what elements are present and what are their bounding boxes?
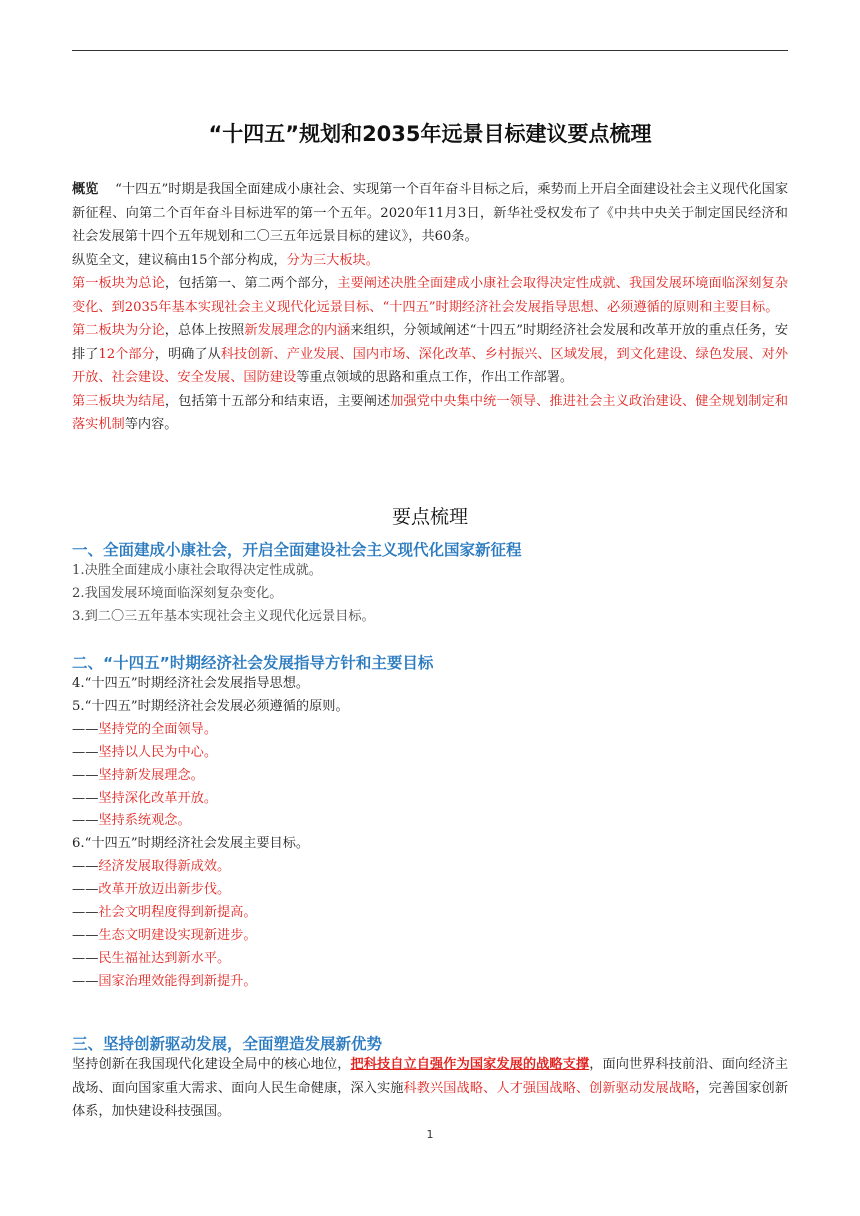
principle-text: 坚持新发展理念。	[98, 767, 204, 783]
goal-text: 社会文明程度得到新提高。	[98, 905, 257, 921]
overview-structure-highlight: 分为三大板块。	[286, 252, 379, 268]
block2-label: 第二板块为分论	[72, 323, 165, 338]
block3-text-a: ，包括第十五部分和结束语，主要阐述	[164, 393, 391, 409]
section3-key-phrase: 把科技自立自强作为国家发展的战略支撑	[350, 1057, 590, 1072]
dash: ——	[72, 744, 99, 760]
goal-text: 改革开放迈出新步伐。	[98, 882, 231, 898]
overview-text: “十四五”时期是我国全面建成小康社会、实现第一个百年奋斗目标之后，乘势而上开启全面建设社会主义现代化国家新征程、向第二个百年奋斗目标进军的第一个五年。2020年11月3日，新华社受权发布了《中共中央关于制定国民经济和社会发展第十四个五年规划和二〇三五年远景目标的建议》，共60条。	[72, 182, 789, 244]
block2-text-b: 来组织，分领域阐述“十四五”时期经济社会发展和改革开放的重点任务，安排了	[72, 323, 789, 362]
overview-label: 概览	[72, 182, 99, 197]
block1-text: ，包括第一、第二两个部分，	[164, 276, 338, 291]
block3-label: 第三板块为结尾	[72, 393, 165, 409]
section1-heading: 一、全面建成小康社会，开启全面建设社会主义现代化国家新征程	[72, 541, 522, 559]
list-item: 1.决胜全面建成小康社会取得决定性成就。	[72, 563, 322, 578]
principle-text: 坚持以人民为中心。	[98, 744, 218, 760]
principle-text: 坚持深化改革开放。	[98, 790, 218, 806]
block2-highlight-c: 科技创新、产业发展、国内市场、深化改革、乡村振兴、区域发展，到文化建设、绿色发展、对外开放、社会建设、安全发展、国防建设	[72, 346, 789, 385]
dash: ——	[72, 721, 99, 737]
dash: ——	[72, 767, 99, 783]
section3-strategies: 科教兴国战略、人才强国战略、创新驱动发展战略	[403, 1080, 696, 1096]
list-item: 2.我国发展环境面临深刻复杂变化。	[72, 585, 283, 601]
dash: ——	[72, 905, 99, 921]
goal-text: 生态文明建设实现新进步。	[98, 927, 257, 943]
block2-highlight-b: 12个部分	[98, 346, 155, 362]
section1-list	[72, 560, 788, 629]
principle-text: 坚持党的全面领导。	[98, 721, 218, 737]
list-item	[72, 719, 788, 742]
list-item	[72, 788, 788, 811]
section3-heading: 三、坚持创新驱动发展，全面塑造发展新优势	[72, 1035, 383, 1053]
block1-highlight: 主要阐述决胜全面建成小康社会取得决定性成就、我国发展环境面临深刻复杂变化、到2035年基本实现社会主义现代化远景目标、“十四五”时期经济社会发展指导思想、必须遵循的原则和主要目标。	[72, 276, 789, 315]
list-item: 6.“十四五”时期经济社会发展主要目标。	[72, 836, 310, 852]
goal-text: 民生福祉达到新水平。	[98, 950, 231, 966]
section3-paragraph	[72, 1053, 788, 1124]
list-item: 4.“十四五”时期经济社会发展指导思想。	[72, 676, 310, 691]
dash: ——	[72, 927, 99, 943]
section3-text-b: ，面向世界科技前沿、面向经济主战场、面向国家重大需求、面向人民生命健康，深入实施	[72, 1057, 789, 1096]
principle-text: 坚持系统观念。	[98, 813, 191, 829]
dash: ——	[72, 973, 99, 989]
dash: ——	[72, 813, 99, 829]
header-rule	[72, 50, 788, 51]
list-item: 5.“十四五”时期经济社会发展必须遵循的原则。	[72, 698, 349, 714]
list-item	[72, 925, 788, 948]
list-item	[72, 810, 788, 833]
list-item	[72, 742, 788, 765]
goal-text: 国家治理效能得到新提升。	[98, 973, 257, 989]
list-item	[72, 948, 788, 971]
list-item	[72, 902, 788, 925]
list-item	[72, 856, 788, 879]
page-number: 1	[426, 1128, 434, 1141]
list-item	[72, 971, 788, 994]
block1-label: 第一板块为总论	[72, 276, 165, 291]
dash: ——	[72, 859, 99, 875]
block2-text-d: 等重点领域的思路和重点工作，作出工作部署。	[296, 370, 574, 385]
section2-list	[72, 673, 788, 994]
dash: ——	[72, 882, 99, 898]
section2-heading: 二、“十四五”时期经济社会发展指导方针和主要目标	[72, 654, 434, 672]
block3-highlight: 加强党中央集中统一领导、推进社会主义政治建设、健全规划制定和落实机制	[72, 393, 789, 432]
dash: ——	[72, 790, 99, 806]
list-item	[72, 765, 788, 788]
block2-text-a: ，总体上按照	[164, 323, 245, 338]
overview-paragraph	[72, 178, 788, 437]
dash: ——	[72, 950, 99, 966]
overview-structure-text: 纵览全文，建议稿由15个部分构成，	[72, 252, 287, 268]
page-title: “十四五”规划和2035年远景目标建议要点梳理	[208, 122, 652, 146]
block2-highlight-a: 新发展理念的内涵	[244, 323, 351, 338]
section3-text-c: ，完善国家创新体系，加快建设科技强国。	[72, 1080, 789, 1119]
block2-text-c: ，明确了从	[154, 346, 221, 362]
list-item: 3.到二〇三五年基本实现社会主义现代化远景目标。	[72, 608, 375, 624]
section-subtitle: 要点梳理	[391, 506, 468, 528]
goal-text: 经济发展取得新成效。	[98, 859, 231, 875]
section3-text-a: 坚持创新在我国现代化建设全局中的核心地位，	[72, 1057, 351, 1072]
block3-text-b: 等内容。	[124, 417, 178, 432]
list-item	[72, 879, 788, 902]
